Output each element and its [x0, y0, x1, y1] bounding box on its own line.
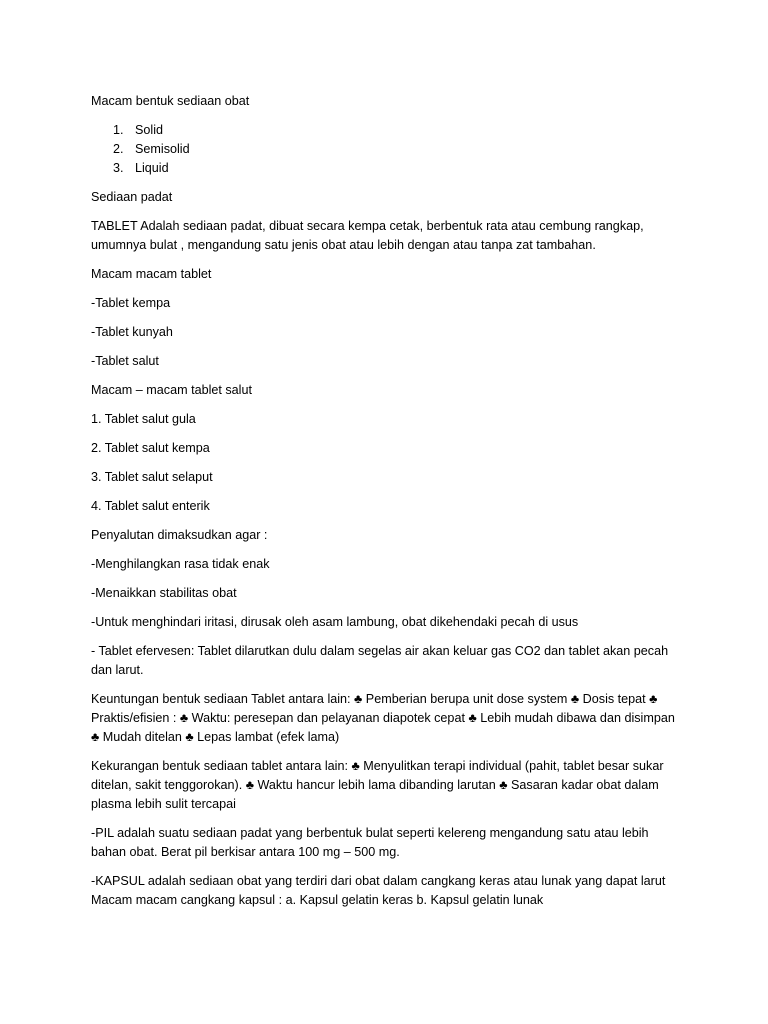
paragraph-keuntungan: Keuntungan bentuk sediaan Tablet antara lain: ♣ Pemberian berupa unit dose system ♣ Dosis tepat ♣ Praktis/efisien : ♣ Waktu: peresepan dan pelayanan diapotek cepat ♣ Lebih mudah dibawa dan disimpan ♣ Mudah ditelan ♣ Lepas lambat (efek lama)	[91, 692, 675, 744]
paragraph: -Tablet kunyah	[91, 325, 173, 339]
paragraph-tablet-efervesen: - Tablet efervesen: Tablet dilarutkan dulu dalam segelas air akan keluar gas CO2 dan tablet akan pecah dan larut.	[91, 644, 669, 677]
list-item: 2. Semisolid	[113, 142, 190, 156]
paragraph-pil: -PIL adalah suatu sediaan padat yang berbentuk bulat seperti kelereng mengandung satu atau lebih bahan obat. Berat pil berkisar antara 100 mg – 500 mg.	[91, 826, 649, 859]
paragraph: -Tablet salut	[91, 354, 159, 368]
section-heading-macam-tablet: Macam macam tablet	[91, 267, 212, 281]
paragraph: -Tablet kempa	[91, 296, 171, 310]
paragraph: -Menghilangkan rasa tidak enak	[91, 557, 270, 571]
document-body	[91, 92, 681, 920]
paragraph: -Untuk menghindari iritasi, dirusak oleh asam lambung, obat dikehendaki pecah di usus	[91, 615, 579, 629]
paragraph: 2. Tablet salut kempa	[91, 441, 210, 455]
paragraph: 4. Tablet salut enterik	[91, 499, 210, 513]
paragraph-tablet-definition: TABLET Adalah sediaan padat, dibuat secara kempa cetak, berbentuk rata atau cembung rangkap, umumnya bulat , mengandung satu jenis obat atau lebih dengan atau tanpa zat tambahan.	[91, 219, 644, 252]
list-item: 1. Solid	[113, 123, 164, 137]
document-heading: Macam bentuk sediaan obat	[91, 94, 250, 108]
list-item: 3. Liquid	[113, 161, 169, 175]
paragraph: -Menaikkan stabilitas obat	[91, 586, 237, 600]
paragraph-kapsul: -KAPSUL adalah sediaan obat yang terdiri dari obat dalam cangkang keras atau lunak yang dapat larut Macam macam cangkang kapsul : a. Kapsul gelatin keras b. Kapsul gelatin lunak	[91, 874, 666, 907]
section-heading-sediaan-padat: Sediaan padat	[91, 190, 173, 204]
paragraph-kekurangan: Kekurangan bentuk sediaan tablet antara lain: ♣ Menyulitkan terapi individual (pahit, tablet besar sukar ditelan, sakit tenggorokan). ♣ Waktu hancur lebih lama dibanding larutan ♣ Sasaran kadar obat dalam plasma lebih sulit tercapai	[91, 759, 664, 811]
section-heading-penyalutan: Penyalutan dimaksudkan agar :	[91, 528, 268, 542]
forms-list	[91, 121, 681, 178]
paragraph: 1. Tablet salut gula	[91, 412, 196, 426]
paragraph: 3. Tablet salut selaput	[91, 470, 213, 484]
section-heading-tablet-salut: Macam – macam tablet salut	[91, 383, 252, 397]
